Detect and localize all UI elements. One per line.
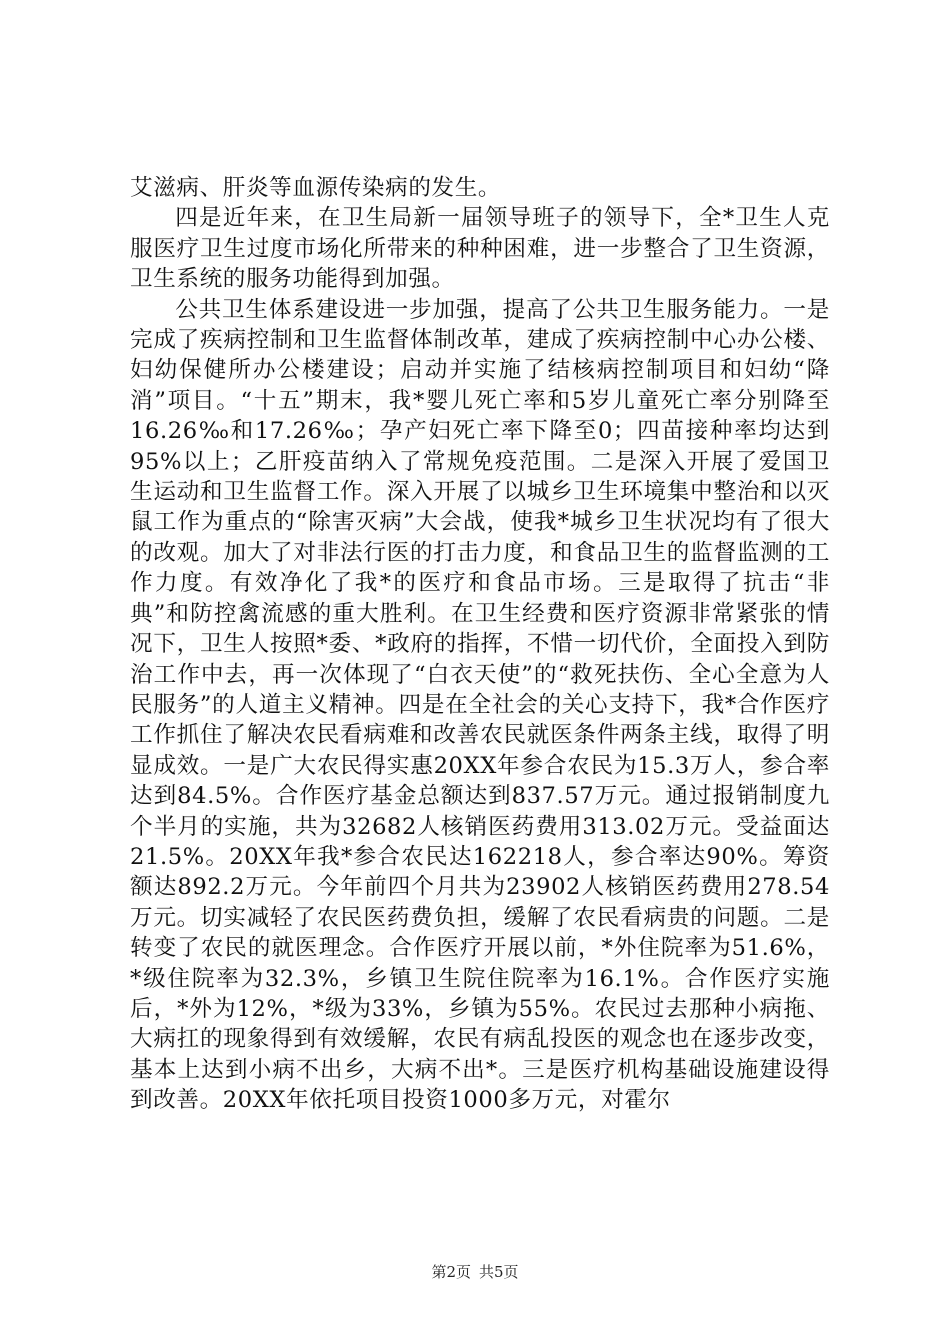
page-number: 第2页 [431,1263,471,1281]
page-footer [0,1261,950,1282]
document-body [130,173,830,1116]
paragraph-2: 四是近年来，在卫生局新一届领导班子的领导下，全*卫生人克服医疗卫生过度市场化所带来的种种困难，进一步整合了卫生资源，卫生系统的服务功能得到加强。 [130,205,830,293]
paragraph-3: 公共卫生体系建设进一步加强，提高了公共卫生服务能力。一是完成了疾病控制和卫生监督体制改革，建成了疾病控制中心办公楼、妇幼保健所办公楼建设；启动并实施了结核病控制项目和妇幼“降消”项目。“十五”期末，我*婴儿死亡率和5岁儿童死亡率分别降至16.26‰和17.26‰；孕产妇死亡率下降至0；四苗接种率均达到95%以上；乙肝疫苗纳入了常规免疫范围。二是深入开展了爱国卫生运动和卫生监督工作。深入开展了以城乡卫生环境集中整治和以灭鼠工作为重点的“除害灭病”大会战，使我*城乡卫生状况均有了很大的改观。加大了对非法行医的打击力度，和食品卫生的监督监测的工作力度。有效净化了我*的医疗和食品市场。三是取得了抗击“非典”和防控禽流感的重大胜利。在卫生经费和医疗资源非常紧张的情况下，卫生人按照*委、*政府的指挥，不惜一切代价，全面投入到防治工作中去，再一次体现了“白衣天使”的“救死扶伤、全心全意为人民服务”的人道主义精神。四是在全社会的关心支持下，我*合作医疗工作抓住了解决农民看病难和改善农民就医条件两条主线，取得了明显成效。一是广大农民得实惠20XX年参合农民为15.3万人，参合率达到84.5%。合作医疗基金总额达到837.57万元。通过报销制度九个半月的实施，共为32682人核销医药费用313.02万元。受益面达21.5%。20XX年我*参合农民达162218人，参合率达90%。筹资额达892.2万元。今年前四个月共为23902人核销医药费用278.54万元。切实减轻了农民医药费负担，缓解了农民看病贵的问题。二是转变了农民的就医理念。合作医疗开展以前，*外住院率为51.6%，*级住院率为32.3%，乡镇卫生院住院率为16.1%。合作医疗实施后，*外为12%，*级为33%，乡镇为55%。农民过去那种小病拖、大病扛的现象得到有效缓解，农民有病乱投医的观念也在逐步改变，基本上达到小病不出乡，大病不出*。三是医疗机构基础设施建设得到改善。20XX年依托项目投资1000多万元，对霍尔 [130,296,830,1114]
paragraph-1: 艾滋病、肝炎等血源传染病的发生。 [130,175,502,201]
page-total: 共5页 [479,1263,519,1281]
